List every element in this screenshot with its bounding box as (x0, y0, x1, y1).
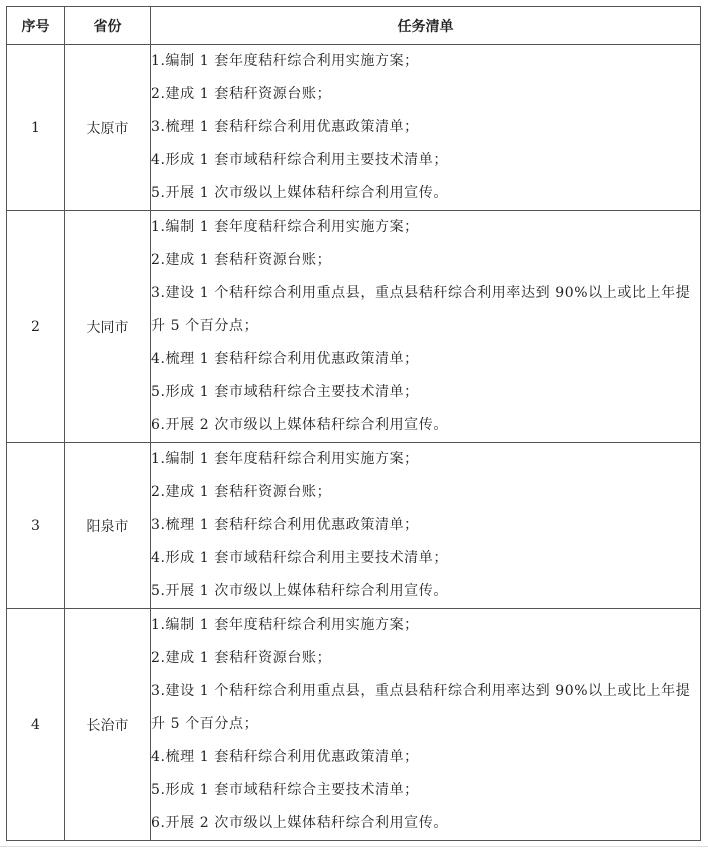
task-item: 1.编制 1 套年度秸秆综合利用实施方案； (151, 617, 419, 633)
task-item: 4.梳理 1 套秸秆综合利用优惠政策清单； (151, 351, 419, 367)
task-list-cell (151, 45, 701, 211)
task-list-cell (151, 609, 701, 841)
table-row (7, 609, 701, 841)
city-name: 长治市 (65, 609, 151, 841)
task-item: 1.编制 1 套年度秸秆综合利用实施方案； (151, 219, 419, 235)
task-item: 3.梳理 1 套秸秆综合利用优惠政策清单； (151, 119, 419, 135)
header-province: 省份 (65, 7, 151, 45)
task-item: 6.开展 2 次市级以上媒体秸秆综合利用宣传。 (151, 815, 448, 831)
table-row (7, 45, 701, 211)
header-tasks: 任务清单 (151, 7, 701, 45)
task-item: 2.建成 1 套秸秆资源台账； (151, 252, 332, 268)
row-number: 1 (7, 45, 65, 211)
task-item: 2.建成 1 套秸秆资源台账； (151, 86, 332, 102)
header-row (7, 7, 701, 45)
table-header (7, 7, 701, 45)
task-table (6, 6, 701, 841)
header-no: 序号 (7, 7, 65, 45)
city-name: 阳泉市 (65, 443, 151, 609)
row-number: 3 (7, 443, 65, 609)
task-item: 5.形成 1 套市域秸秆综合主要技术清单； (151, 782, 419, 798)
table-body (7, 45, 701, 841)
task-list-cell (151, 211, 701, 443)
task-list-cell (151, 443, 701, 609)
task-item: 4.形成 1 套市域秸秆综合利用主要技术清单； (151, 550, 448, 566)
task-item: 3.梳理 1 套秸秆综合利用优惠政策清单； (151, 517, 419, 533)
task-item: 4.形成 1 套市域秸秆综合利用主要技术清单； (151, 152, 448, 168)
task-item: 5.开展 1 次市级以上媒体秸秆综合利用宣传。 (151, 185, 448, 201)
task-list (151, 45, 700, 210)
row-number: 4 (7, 609, 65, 841)
bottom-rule (0, 846, 708, 847)
task-item: 5.形成 1 套市域秸秆综合主要技术清单； (151, 384, 419, 400)
row-number: 2 (7, 211, 65, 443)
task-item: 6.开展 2 次市级以上媒体秸秆综合利用宣传。 (151, 417, 448, 433)
city-name: 大同市 (65, 211, 151, 443)
task-item: 1.编制 1 套年度秸秆综合利用实施方案； (151, 451, 419, 467)
task-item: 2.建成 1 套秸秆资源台账； (151, 650, 332, 666)
task-item: 1.编制 1 套年度秸秆综合利用实施方案； (151, 53, 419, 69)
task-item: 5.开展 1 次市级以上媒体秸秆综合利用宣传。 (151, 583, 448, 599)
city-name: 太原市 (65, 45, 151, 211)
table-row (7, 211, 701, 443)
task-item: 4.梳理 1 套秸秆综合利用优惠政策清单； (151, 749, 419, 765)
task-item: 3.建设 1 个秸秆综合利用重点县，重点县秸秆综合利用率达到 90%以上或比上年提升 5 个百分点； (151, 285, 691, 334)
table-row (7, 443, 701, 609)
task-item: 3.建设 1 个秸秆综合利用重点县，重点县秸秆综合利用率达到 90%以上或比上年提升 5 个百分点； (151, 683, 691, 732)
task-list (151, 443, 700, 608)
task-list (151, 211, 700, 442)
task-item: 2.建成 1 套秸秆资源台账； (151, 484, 332, 500)
task-list (151, 609, 700, 840)
